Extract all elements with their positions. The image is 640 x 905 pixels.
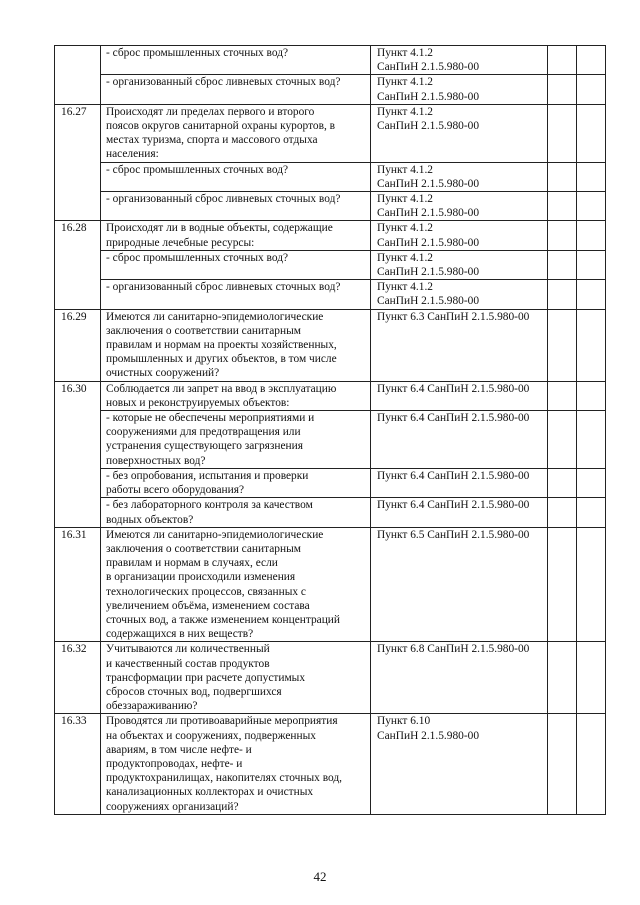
reference-line: Пункт 6.10 bbox=[377, 715, 431, 728]
reference-line: СанПиН 2.1.5.980-00 bbox=[377, 266, 480, 279]
answer-no-cell bbox=[577, 192, 606, 221]
table-row bbox=[55, 527, 606, 642]
answer-no-cell bbox=[577, 527, 606, 642]
table-row bbox=[55, 162, 606, 191]
table-row bbox=[55, 280, 606, 309]
question-line: на объектах и сооружениях, подверженных bbox=[106, 729, 316, 742]
question-line: работы всего оборудования? bbox=[106, 484, 245, 497]
regulation-reference bbox=[371, 527, 548, 642]
regulation-reference bbox=[371, 250, 548, 279]
reference-line: Пункт 6.5 СанПиН 2.1.5.980-00 bbox=[377, 528, 530, 541]
item-number bbox=[55, 468, 101, 497]
item-number: 16.30 bbox=[55, 381, 101, 410]
item-number: 16.29 bbox=[55, 309, 101, 381]
answer-yes-cell bbox=[548, 46, 577, 75]
table-row bbox=[55, 411, 606, 469]
table-row bbox=[55, 381, 606, 410]
question-line: поверхностных вод? bbox=[106, 454, 206, 467]
checklist-table bbox=[54, 45, 606, 815]
reference-line: СанПиН 2.1.5.980-00 bbox=[377, 295, 480, 308]
answer-no-cell bbox=[577, 104, 606, 162]
question-text bbox=[101, 642, 371, 714]
item-number: 16.33 bbox=[55, 714, 101, 814]
reference-line: Пункт 4.1.2 bbox=[377, 193, 434, 206]
regulation-reference bbox=[371, 280, 548, 309]
reference-line: Пункт 4.1.2 bbox=[377, 163, 434, 176]
reference-line: Пункт 6.4 СанПиН 2.1.5.980-00 bbox=[377, 499, 530, 512]
reference-line: Пункт 4.1.2 bbox=[377, 222, 434, 235]
question-text bbox=[101, 46, 371, 75]
regulation-reference bbox=[371, 714, 548, 814]
table-row bbox=[55, 221, 606, 250]
question-line: - организованный сброс ливневых сточных вод? bbox=[106, 281, 341, 294]
question-text bbox=[101, 527, 371, 642]
question-text bbox=[101, 75, 371, 104]
question-line: содержащихся в них веществ? bbox=[106, 628, 254, 641]
table-row bbox=[55, 498, 606, 527]
question-text bbox=[101, 411, 371, 469]
question-text bbox=[101, 280, 371, 309]
table-row bbox=[55, 642, 606, 714]
item-number bbox=[55, 250, 101, 279]
question-line: продуктопроводах, нефте- и bbox=[106, 757, 243, 770]
question-text bbox=[101, 498, 371, 527]
question-line: Соблюдается ли запрет на ввод в эксплуатацию bbox=[106, 382, 337, 395]
question-line: сооружениях организаций? bbox=[106, 800, 239, 813]
question-line: увеличением объёма, изменением состава bbox=[106, 599, 310, 612]
question-line: устранения существующего загрязнения bbox=[106, 440, 303, 453]
answer-yes-cell bbox=[548, 468, 577, 497]
answer-yes-cell bbox=[548, 411, 577, 469]
question-line: - сброс промышленных сточных вод? bbox=[106, 163, 289, 176]
regulation-reference bbox=[371, 75, 548, 104]
question-text bbox=[101, 250, 371, 279]
question-line: правилам и нормам на проекты хозяйственных, bbox=[106, 339, 337, 352]
question-text bbox=[101, 381, 371, 410]
reference-line: Пункт 4.1.2 bbox=[377, 76, 434, 89]
answer-yes-cell bbox=[548, 250, 577, 279]
question-line: Имеются ли санитарно-эпидемиологические bbox=[106, 528, 324, 541]
item-number bbox=[55, 192, 101, 221]
answer-yes-cell bbox=[548, 527, 577, 642]
question-text bbox=[101, 104, 371, 162]
question-line: продуктохранилищах, накопителях сточных вод, bbox=[106, 772, 343, 785]
question-line: авариям, в том числе нефте- и bbox=[106, 743, 252, 756]
question-line: поясов округов санитарной охраны курортов, в bbox=[106, 120, 336, 133]
question-line: - сброс промышленных сточных вод? bbox=[106, 251, 289, 264]
answer-yes-cell bbox=[548, 75, 577, 104]
item-number bbox=[55, 280, 101, 309]
answer-yes-cell bbox=[548, 714, 577, 814]
question-line: - сброс промышленных сточных вод? bbox=[106, 47, 289, 59]
question-text bbox=[101, 192, 371, 221]
regulation-reference bbox=[371, 498, 548, 527]
regulation-reference bbox=[371, 642, 548, 714]
item-number bbox=[55, 498, 101, 527]
question-text bbox=[101, 162, 371, 191]
table-row bbox=[55, 75, 606, 104]
question-line: заключения о соответствии санитарным bbox=[106, 324, 301, 337]
item-number bbox=[55, 46, 101, 75]
reference-line: СанПиН 2.1.5.980-00 bbox=[377, 61, 480, 74]
regulation-reference bbox=[371, 381, 548, 410]
item-number bbox=[55, 411, 101, 469]
answer-no-cell bbox=[577, 642, 606, 714]
regulation-reference bbox=[371, 309, 548, 381]
item-number: 16.28 bbox=[55, 221, 101, 250]
question-line: правилам и нормам в случаях, если bbox=[106, 557, 278, 570]
question-line: водных объектов? bbox=[106, 513, 194, 526]
question-line: сбросов сточных вод, подвергшихся bbox=[106, 685, 282, 698]
answer-no-cell bbox=[577, 381, 606, 410]
question-line: очистных сооружений? bbox=[106, 367, 220, 380]
question-text bbox=[101, 221, 371, 250]
answer-no-cell bbox=[577, 714, 606, 814]
answer-no-cell bbox=[577, 498, 606, 527]
question-line: Происходят ли пределах первого и второго bbox=[106, 105, 315, 118]
question-text bbox=[101, 468, 371, 497]
answer-no-cell bbox=[577, 221, 606, 250]
question-line: местах туризма, спорта и массового отдыха bbox=[106, 134, 318, 147]
reference-line: Пункт 6.4 СанПиН 2.1.5.980-00 bbox=[377, 382, 530, 395]
reference-line: СанПиН 2.1.5.980-00 bbox=[377, 90, 480, 103]
answer-yes-cell bbox=[548, 221, 577, 250]
answer-yes-cell bbox=[548, 498, 577, 527]
question-line: заключения о соответствии санитарным bbox=[106, 542, 301, 555]
question-line: - которые не обеспечены мероприятиями и bbox=[106, 412, 315, 425]
question-text bbox=[101, 714, 371, 814]
question-line: - организованный сброс ливневых сточных вод? bbox=[106, 76, 341, 89]
item-number bbox=[55, 75, 101, 104]
question-line: сточных вод, а также изменением концентраций bbox=[106, 613, 340, 626]
question-line: Проводятся ли противоаварийные мероприятия bbox=[106, 715, 338, 728]
question-line: в организации происходили изменения bbox=[106, 571, 296, 584]
answer-yes-cell bbox=[548, 280, 577, 309]
question-text bbox=[101, 309, 371, 381]
reference-line: СанПиН 2.1.5.980-00 bbox=[377, 729, 480, 742]
reference-line: СанПиН 2.1.5.980-00 bbox=[377, 120, 480, 133]
question-line: канализационных коллекторах и очистных bbox=[106, 786, 314, 799]
regulation-reference bbox=[371, 162, 548, 191]
answer-no-cell bbox=[577, 280, 606, 309]
item-number: 16.31 bbox=[55, 527, 101, 642]
table-row bbox=[55, 714, 606, 814]
item-number bbox=[55, 162, 101, 191]
answer-no-cell bbox=[577, 250, 606, 279]
answer-yes-cell bbox=[548, 642, 577, 714]
table-row bbox=[55, 309, 606, 381]
question-line: обеззараживанию? bbox=[106, 700, 198, 713]
question-line: - без лабораторного контроля за качеством bbox=[106, 499, 313, 512]
question-line: новых и реконструируемых объектов: bbox=[106, 396, 290, 409]
reference-line: СанПиН 2.1.5.980-00 bbox=[377, 177, 480, 190]
regulation-reference bbox=[371, 411, 548, 469]
answer-no-cell bbox=[577, 411, 606, 469]
answer-no-cell bbox=[577, 162, 606, 191]
answer-no-cell bbox=[577, 468, 606, 497]
reference-line: СанПиН 2.1.5.980-00 bbox=[377, 236, 480, 249]
answer-yes-cell bbox=[548, 381, 577, 410]
table-row bbox=[55, 192, 606, 221]
regulation-reference bbox=[371, 192, 548, 221]
table-row bbox=[55, 46, 606, 75]
answer-yes-cell bbox=[548, 192, 577, 221]
question-line: - организованный сброс ливневых сточных вод? bbox=[106, 193, 341, 206]
answer-no-cell bbox=[577, 309, 606, 381]
regulation-reference bbox=[371, 468, 548, 497]
question-line: промышленных и других объектов, в том числе bbox=[106, 353, 337, 366]
reference-line: Пункт 4.1.2 bbox=[377, 281, 434, 294]
answer-no-cell bbox=[577, 46, 606, 75]
question-line: технологических процессов, связанных с bbox=[106, 585, 306, 598]
answer-no-cell bbox=[577, 75, 606, 104]
question-line: населения: bbox=[106, 148, 159, 161]
answer-yes-cell bbox=[548, 104, 577, 162]
table-row bbox=[55, 250, 606, 279]
page-number: 42 bbox=[313, 869, 327, 884]
reference-line: Пункт 6.8 СанПиН 2.1.5.980-00 bbox=[377, 643, 530, 656]
reference-line: Пункт 6.4 СанПиН 2.1.5.980-00 bbox=[377, 412, 530, 425]
question-line: - без опробования, испытания и проверки bbox=[106, 469, 309, 482]
item-number: 16.32 bbox=[55, 642, 101, 714]
question-line: Учитываются ли количественный bbox=[106, 643, 270, 656]
answer-yes-cell bbox=[548, 162, 577, 191]
question-line: сооружениями для предотвращения или bbox=[106, 426, 301, 439]
question-line: и качественный состав продуктов bbox=[106, 657, 270, 670]
reference-line: Пункт 6.4 СанПиН 2.1.5.980-00 bbox=[377, 469, 530, 482]
regulation-reference bbox=[371, 104, 548, 162]
regulation-reference bbox=[371, 46, 548, 75]
checklist-rows bbox=[55, 46, 606, 815]
reference-line: Пункт 4.1.2 bbox=[377, 251, 434, 264]
reference-line: Пункт 6.3 СанПиН 2.1.5.980-00 bbox=[377, 310, 530, 323]
question-line: природные лечебные ресурсы: bbox=[106, 236, 255, 249]
regulation-reference bbox=[371, 221, 548, 250]
reference-line: Пункт 4.1.2 bbox=[377, 105, 434, 118]
question-line: Имеются ли санитарно-эпидемиологические bbox=[106, 310, 324, 323]
question-line: Происходят ли в водные объекты, содержащие bbox=[106, 222, 333, 235]
table-row bbox=[55, 104, 606, 162]
reference-line: Пункт 4.1.2 bbox=[377, 47, 434, 59]
question-line: трансформации при расчете допустимых bbox=[106, 671, 306, 684]
table-row bbox=[55, 468, 606, 497]
item-number: 16.27 bbox=[55, 104, 101, 162]
answer-yes-cell bbox=[548, 309, 577, 381]
reference-line: СанПиН 2.1.5.980-00 bbox=[377, 207, 480, 220]
